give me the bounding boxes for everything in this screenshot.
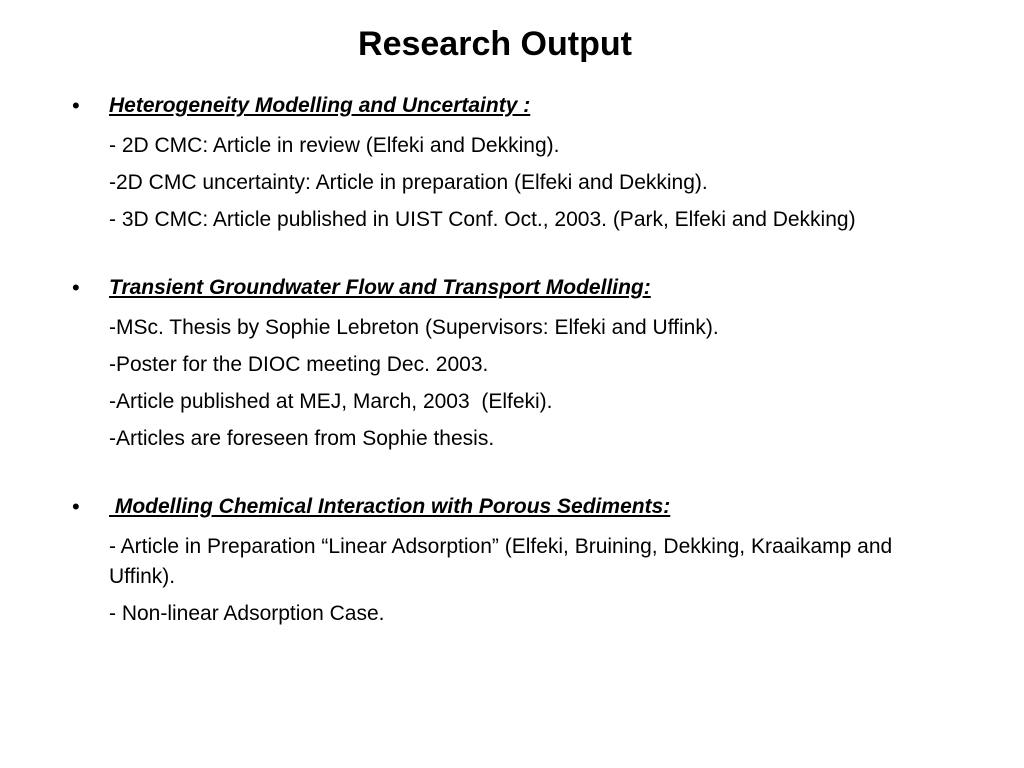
list-item: -Article published at MEJ, March, 2003 (Elfeki).: [109, 390, 553, 413]
section-heading: Transient Groundwater Flow and Transport Modelling:: [109, 276, 651, 299]
list-item: - Non-linear Adsorption Case.: [109, 602, 385, 625]
list-item: - 3D CMC: Article published in UIST Conf. Oct., 2003. (Park, Elfeki and Dekking): [109, 208, 856, 231]
section-chemical-interaction: [0, 489, 1024, 629]
list-item: -Articles are foreseen from Sophie thesis.: [109, 427, 495, 450]
section-heading: Modelling Chemical Interaction with Porous Sediments:: [109, 495, 671, 518]
slide-title: Research Output: [358, 25, 632, 63]
bullet-marker: •: [72, 275, 80, 300]
bullet-list: [0, 88, 1024, 629]
list-item: - 2D CMC: Article in review (Elfeki and Dekking).: [109, 134, 560, 157]
list-item: -MSc. Thesis by Sophie Lebreton (Supervisors: Elfeki and Uffink).: [109, 316, 719, 339]
section-transient-groundwater: [0, 270, 1024, 454]
section-heading: Heterogeneity Modelling and Uncertainty :: [109, 94, 531, 117]
list-item: -Poster for the DIOC meeting Dec. 2003.: [109, 353, 489, 376]
list-item: - Article in Preparation “Linear Adsorption” (Elfeki, Bruining, Dekking, Kraaikamp and Uffink).: [109, 535, 899, 588]
bullet-marker: •: [72, 494, 80, 519]
list-item: -2D CMC uncertainty: Article in preparation (Elfeki and Dekking).: [109, 171, 708, 194]
bullet-marker: •: [72, 93, 80, 118]
section-heterogeneity-modelling: [0, 88, 1024, 235]
